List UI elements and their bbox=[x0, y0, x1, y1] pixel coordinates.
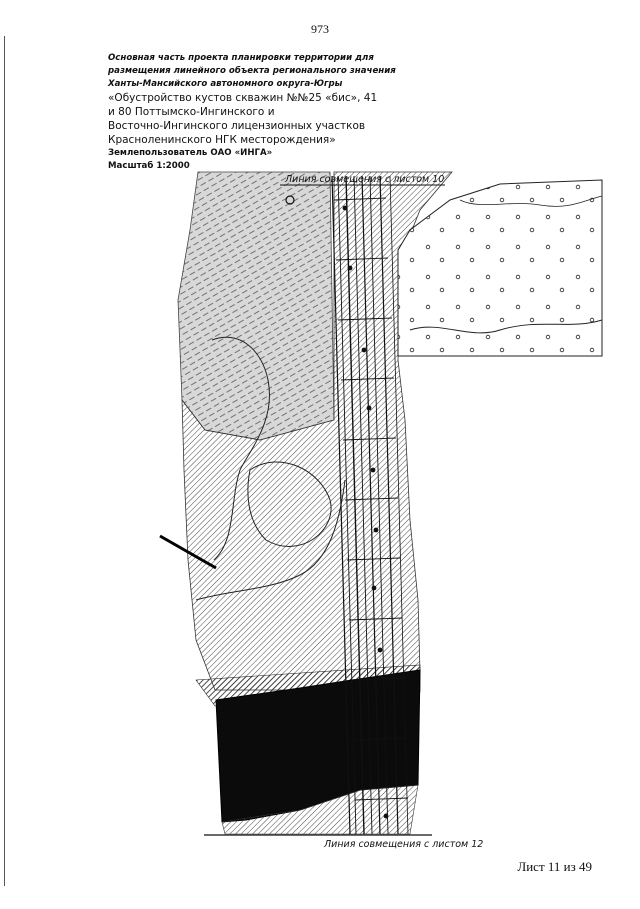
title-line-5: и 80 Поттымско-Ингинского и bbox=[108, 106, 275, 118]
title-line-1: Основная часть проекта планировки территории для bbox=[108, 53, 374, 63]
title-line-6: Восточно-Ингинского лицензионных участков bbox=[108, 120, 366, 132]
match-line-top-label: Линия совмещения с листом 10 bbox=[285, 174, 445, 185]
title-line-4: «Обустройство кустов скважин №№25 «бис», 41 bbox=[108, 92, 378, 104]
page-number: 973 bbox=[311, 22, 329, 36]
land-user: Землепользователь ОАО «ИНГА» bbox=[108, 148, 273, 158]
title-line-7: Красноленинского НГК месторождения» bbox=[108, 134, 336, 146]
title-line-3: Ханты-Мансийского автономного округа-Югры bbox=[108, 79, 343, 89]
title-line-2: размещения линейного объекта регионального значения bbox=[108, 66, 396, 76]
match-line-bottom-label: Линия совмещения с листом 12 bbox=[324, 839, 484, 850]
sheet-label: Лист 11 из 49 bbox=[517, 859, 592, 874]
map-scale: Масштаб 1:2000 bbox=[108, 161, 190, 171]
wetland-area bbox=[178, 172, 334, 440]
